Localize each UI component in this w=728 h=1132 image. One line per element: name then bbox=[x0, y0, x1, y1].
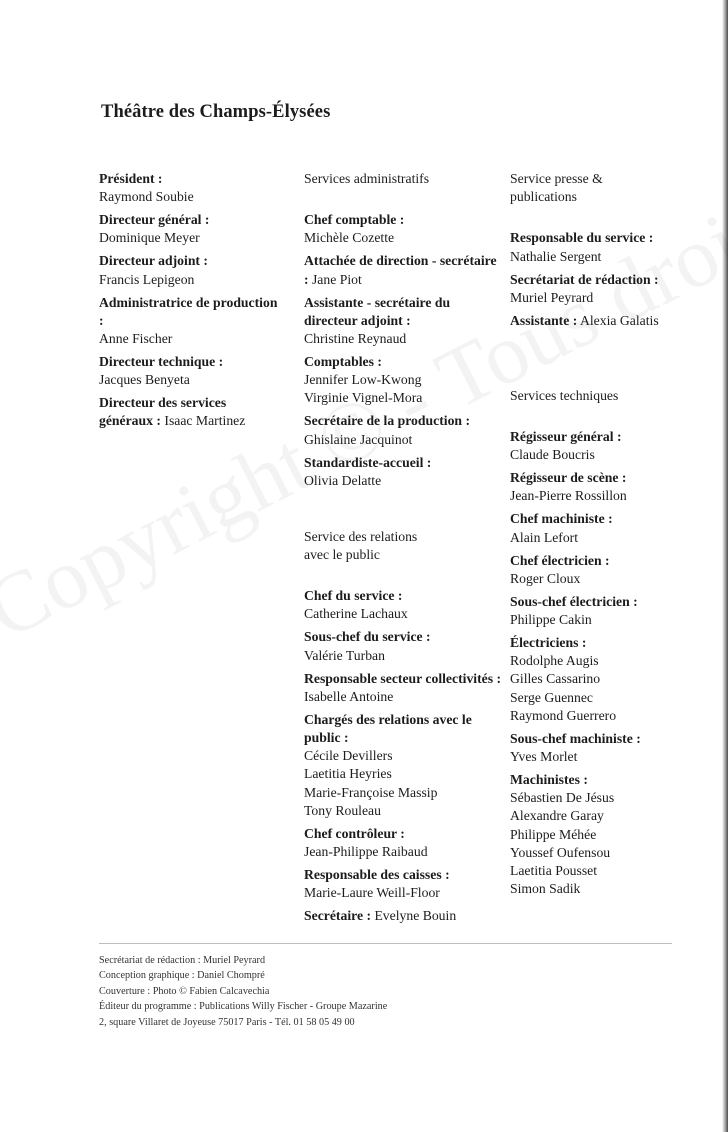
staff-entry bbox=[304, 294, 504, 349]
staff-role: Responsable des caisses : bbox=[304, 867, 450, 883]
staff-entry bbox=[99, 294, 279, 349]
staff-name: Raymond Guerrero bbox=[510, 707, 617, 723]
staff-entry bbox=[99, 252, 279, 288]
staff-entry bbox=[304, 211, 504, 247]
staff-name: Christine Reynaud bbox=[304, 331, 407, 347]
staff-role: Chef comptable : bbox=[304, 212, 405, 228]
staff-entry bbox=[510, 271, 715, 307]
staff-name: Jane Piot bbox=[311, 271, 362, 287]
staff-role: Sous-chef électricien : bbox=[510, 593, 638, 609]
staff-name: Jean-Pierre Rossillon bbox=[510, 488, 627, 504]
staff-name: Jacques Benyeta bbox=[99, 372, 190, 388]
staff-name: Francis Lepigeon bbox=[99, 271, 195, 287]
heading-services-administratifs: Services administratifs bbox=[304, 171, 430, 186]
staff-role: Directeur adjoint : bbox=[99, 253, 208, 269]
staff-name: Alain Lefort bbox=[510, 529, 579, 545]
heading-relations-public: Service des relations avec le public bbox=[304, 528, 418, 563]
heading-presse-publications: Service presse & publications bbox=[510, 171, 603, 205]
staff-name: Evelyne Bouin bbox=[374, 908, 457, 924]
staff-name: Ghislaine Jacquinot bbox=[304, 431, 413, 447]
staff-name: Laetitia Heyries bbox=[304, 766, 392, 782]
staff-role: Secrétariat de rédaction : bbox=[510, 271, 659, 287]
staff-name: Olivia Delatte bbox=[304, 472, 382, 488]
staff-role: Secrétaire : bbox=[304, 908, 372, 924]
staff-role: Sous-chef du service : bbox=[304, 629, 431, 645]
colophon-line: Conception graphique : Daniel Chompré bbox=[99, 970, 265, 982]
staff-role: Chargés des relations avec le public : bbox=[304, 711, 472, 746]
press-list bbox=[510, 229, 715, 330]
staff-role: Directeur technique : bbox=[99, 354, 224, 370]
staff-role: Directeur des services généraux : bbox=[99, 395, 227, 429]
staff-role: Électriciens : bbox=[510, 635, 587, 651]
staff-name: Marie-Françoise Massip bbox=[304, 784, 438, 800]
staff-entry bbox=[99, 394, 279, 430]
staff-name: Gilles Cassarino bbox=[510, 671, 601, 687]
staff-entry bbox=[304, 907, 504, 925]
staff-role: Administratrice de production : bbox=[99, 294, 278, 328]
staff-name: Philippe Méhée bbox=[510, 826, 597, 842]
staff-role: Chef du service : bbox=[304, 588, 403, 604]
staff-role: Responsable secteur collectivités : bbox=[304, 670, 502, 686]
staff-name: Jennifer Low-Kwong bbox=[304, 372, 422, 388]
staff-entry bbox=[304, 866, 504, 902]
staff-name: Alexia Galatis bbox=[579, 312, 659, 328]
column-press-technique bbox=[510, 170, 715, 903]
colophon bbox=[99, 953, 387, 1030]
staff-entry bbox=[510, 469, 715, 505]
staff-name: Michèle Cozette bbox=[304, 230, 395, 246]
page-title: Théâtre des Champs-Élysées bbox=[101, 102, 331, 122]
staff-name: Isabelle Antoine bbox=[304, 688, 394, 704]
tech-list bbox=[510, 428, 715, 898]
column-administration bbox=[304, 170, 504, 930]
staff-role: Machinistes : bbox=[510, 772, 588, 788]
staff-role: Directeur général : bbox=[99, 212, 210, 228]
staff-name: Rodolphe Augis bbox=[510, 653, 599, 669]
staff-name: Anne Fischer bbox=[99, 331, 173, 347]
staff-role: Sous-chef machiniste : bbox=[510, 730, 641, 746]
staff-name: Nathalie Sergent bbox=[510, 248, 602, 264]
staff-entry bbox=[304, 628, 504, 664]
staff-name: Jean-Philippe Raibaud bbox=[304, 844, 428, 860]
staff-entry bbox=[510, 771, 715, 898]
staff-role: Régisseur de scène : bbox=[510, 470, 627, 486]
staff-name: Muriel Peyrard bbox=[510, 289, 594, 305]
staff-role: Attachée de direction - secrétaire : bbox=[304, 253, 497, 287]
staff-entry bbox=[304, 412, 504, 448]
staff-entry bbox=[304, 454, 504, 490]
staff-name: Laetitia Pousset bbox=[510, 863, 598, 879]
heading-services-techniques: Services techniques bbox=[510, 387, 619, 403]
staff-name: Raymond Soubie bbox=[99, 189, 194, 205]
staff-role: Standardiste-accueil : bbox=[304, 454, 432, 470]
staff-entry bbox=[304, 353, 504, 408]
staff-entry bbox=[99, 170, 279, 206]
staff-role: Assistante - secrétaire du directeur adjoint : bbox=[304, 294, 451, 328]
staff-entry bbox=[99, 211, 279, 247]
staff-name: Marie-Laure Weill-Floor bbox=[304, 885, 440, 901]
staff-entry bbox=[510, 510, 715, 546]
staff-name: Alexandre Garay bbox=[510, 808, 604, 824]
staff-entry bbox=[510, 229, 715, 265]
staff-name: Simon Sadik bbox=[510, 881, 581, 897]
staff-entry bbox=[510, 428, 715, 464]
staff-entry bbox=[304, 670, 504, 706]
colophon-line: Couverture : Photo © Fabien Calcavechia bbox=[99, 985, 270, 997]
staff-name: Cécile Devillers bbox=[304, 748, 393, 764]
colophon-line: 2, square Villaret de Joyeuse 75017 Paris - Tél. 01 58 05 49 00 bbox=[99, 1016, 355, 1028]
staff-entry bbox=[510, 312, 715, 330]
staff-entry bbox=[304, 711, 504, 820]
relations-list bbox=[304, 587, 504, 925]
staff-role: Chef machiniste : bbox=[510, 511, 613, 527]
staff-name: Youssef Oufensou bbox=[510, 844, 611, 860]
staff-name: Sébastien De Jésus bbox=[510, 790, 615, 806]
page-edge-shadow bbox=[722, 0, 728, 1132]
staff-name: Roger Cloux bbox=[510, 570, 581, 586]
staff-role: Comptables : bbox=[304, 354, 382, 370]
staff-role: Assistante : bbox=[510, 312, 578, 328]
staff-name: Catherine Lachaux bbox=[304, 606, 408, 622]
staff-role: Président : bbox=[99, 171, 163, 186]
footer-divider bbox=[99, 943, 672, 944]
staff-entry bbox=[510, 730, 715, 766]
staff-role: Secrétaire de la production : bbox=[304, 413, 471, 429]
staff-entry bbox=[304, 587, 504, 623]
column-direction bbox=[99, 170, 279, 435]
staff-name: Dominique Meyer bbox=[99, 230, 200, 246]
staff-entry bbox=[304, 825, 504, 861]
staff-name: Tony Rouleau bbox=[304, 802, 381, 818]
staff-entry bbox=[99, 353, 279, 389]
staff-name: Valérie Turban bbox=[304, 647, 385, 663]
staff-name: Serge Guennec bbox=[510, 689, 593, 705]
staff-entry bbox=[510, 634, 715, 725]
staff-role: Responsable du service : bbox=[510, 230, 654, 246]
staff-entry bbox=[510, 552, 715, 588]
colophon-line: Éditeur du programme : Publications Willy Fischer - Groupe Mazarine bbox=[99, 1001, 388, 1013]
staff-entry bbox=[510, 593, 715, 629]
staff-name: Virginie Vignel-Mora bbox=[304, 390, 423, 406]
admin-list bbox=[304, 211, 504, 490]
staff-entry bbox=[304, 252, 504, 288]
staff-role: Chef contrôleur : bbox=[304, 825, 405, 841]
staff-name: Philippe Cakin bbox=[510, 612, 592, 628]
direction-list bbox=[99, 170, 279, 431]
staff-name: Isaac Martinez bbox=[164, 413, 246, 429]
staff-role: Régisseur général : bbox=[510, 429, 622, 445]
staff-role: Chef électricien : bbox=[510, 552, 610, 568]
staff-name: Yves Morlet bbox=[510, 749, 578, 765]
colophon-line: Secrétariat de rédaction : Muriel Peyrard bbox=[99, 955, 266, 966]
staff-name: Claude Boucris bbox=[510, 447, 595, 463]
